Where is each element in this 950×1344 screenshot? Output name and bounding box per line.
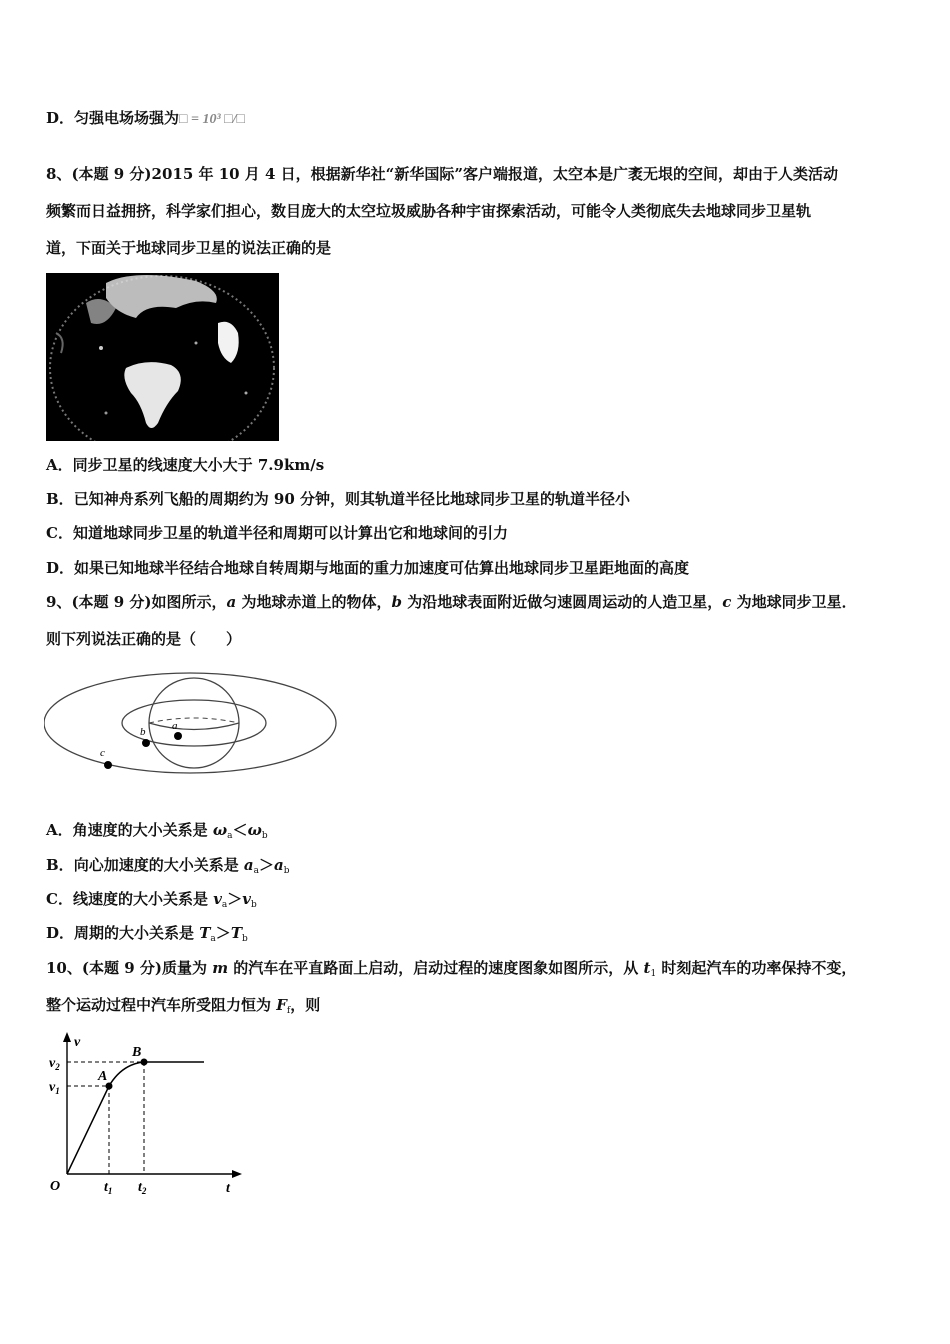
stem-text: 质量为 (161, 959, 213, 977)
option-text: 匀强电场场强为 (74, 109, 180, 127)
earth-sphere (149, 678, 239, 768)
point-a (174, 732, 182, 740)
option-label: D． (46, 924, 75, 942)
symbol: v (242, 890, 252, 908)
equator-front (149, 723, 239, 730)
q9-option-c (46, 889, 257, 915)
var-a: a (226, 593, 237, 611)
option-text: 周期的大小关系是 (74, 924, 200, 942)
stem-text: 为地球同步卫星． (731, 593, 857, 611)
q8-stem-line2: 频繁而日益拥挤，科学家们担心，数目庞大的太空垃圾威胁各种宇宙探索活动，可能令人类彻底失去地球同步卫星轨 (46, 202, 812, 220)
option-label: B． (46, 856, 74, 874)
stem-text: 2015 年 10 月 4 日，根据新华社“新华国际”客户端报道，太空本是广袤无垠的空间，却由于人类活动 (151, 165, 838, 183)
q10-stem-line1 (46, 958, 856, 984)
velocity-curve (67, 1062, 204, 1174)
stem-text: 时刻起汽车的功率保持不变， (656, 959, 857, 977)
question-number: 8、 (46, 165, 72, 183)
point-c (104, 761, 112, 769)
t-axis-label: t (226, 1181, 230, 1196)
option-label: C． (46, 890, 73, 908)
subscript: b (251, 900, 257, 910)
orbit-c-ellipse (44, 673, 336, 773)
relation: ＞ (227, 890, 243, 908)
t1-label: $t_1$ (104, 1180, 113, 1196)
relation: ＞ (259, 856, 275, 874)
question-score: (本题 9 分) (71, 593, 152, 611)
point-b (142, 739, 150, 747)
equator-back (149, 718, 239, 723)
option-label: C． (46, 524, 73, 542)
option-text: 已知神舟系列飞船的周期约为 90 分钟，则其轨道半径比地球同步卫星的轨道半径小 (73, 490, 631, 508)
option-label: D． (46, 559, 75, 577)
symbol: a (274, 856, 284, 874)
option-label: A． (46, 821, 73, 839)
option-text: 如果已知地球半径结合地球自转周期与地面的重力加速度可估算出地球同步卫星距地面的高度 (74, 559, 690, 577)
question-score: (本题 9 分) (71, 165, 152, 183)
t-axis-arrow (232, 1170, 242, 1178)
stem-text: 整个运动过程中汽车所受阻力恒为 (46, 996, 277, 1014)
symbol: T (230, 924, 242, 942)
q10-stem-line2 (46, 995, 320, 1021)
subscript: a (210, 934, 216, 944)
orbit-diagram (44, 668, 344, 800)
label-a: a (172, 720, 178, 732)
q8-option-d (46, 558, 689, 578)
q9-stem-line1 (46, 592, 857, 612)
point-A-label: A (98, 1069, 108, 1084)
subscript: b (283, 866, 290, 876)
q7-option-d (46, 108, 245, 130)
q8-option-a (46, 455, 324, 475)
v-axis-arrow (63, 1032, 71, 1042)
v1-label: $v_1$ (49, 1080, 60, 1096)
var-m: m (212, 959, 229, 977)
velocity-time-graph (44, 1030, 249, 1200)
option-text: 知道地球同步卫星的轨道半径和周期可以计算出它和地球间的引力 (72, 524, 508, 542)
var-b: b (391, 593, 402, 611)
symbol: v (213, 890, 222, 908)
q9-option-b (46, 855, 290, 881)
var-F: F (276, 996, 287, 1014)
q8-stem-line3: 道，下面关于地球同步卫星的说法正确的是 (46, 239, 332, 257)
question-score: (本题 9 分) (81, 959, 162, 977)
symbol: ω (212, 821, 228, 839)
question-number: 9、 (46, 593, 72, 611)
v2-label: $v_2$ (49, 1056, 60, 1072)
point-B-label: B (132, 1045, 142, 1060)
subscript: 1 (650, 969, 657, 979)
symbol: ω (247, 821, 262, 839)
relation: ＜ (232, 821, 248, 839)
option-text: 角速度的大小关系是 (72, 821, 213, 839)
stem-text: 如图所示， (151, 593, 227, 611)
subscript: b (241, 934, 248, 944)
symbol: T (199, 924, 211, 942)
subscript: f (286, 1006, 291, 1016)
earth-globe-graphic (46, 273, 279, 441)
subscript: a (221, 900, 228, 910)
option-label: B． (46, 490, 74, 508)
point-B (141, 1059, 148, 1066)
relation: ＞ (215, 924, 231, 942)
q8-option-b (46, 489, 630, 509)
var-c: c (722, 593, 732, 611)
question-number: 10、 (46, 959, 82, 977)
origin-label: O (50, 1179, 61, 1194)
label-b: b (140, 726, 146, 738)
subscript: a (227, 831, 233, 841)
q9-option-d (46, 923, 248, 949)
stem-text: 为沿地球表面附近做匀速圆周运动的人造卫星， (402, 593, 723, 611)
v-axis-label: v (74, 1035, 81, 1050)
stem-text: 的汽车在平直路面上启动，启动过程的速度图象如图所示，从 (228, 959, 644, 977)
stem-text: ，则 (290, 996, 321, 1014)
option-label: A． (46, 456, 73, 474)
earth-photo (46, 273, 279, 441)
symbol: a (243, 856, 254, 874)
formula-image: □ = 10³ □/□ (179, 112, 245, 127)
q9-stem-line2: 则下列说法正确的是（ ） (46, 630, 242, 648)
option-text: 同步卫星的线速度大小大于 7.9km/s (72, 456, 325, 474)
option-label: D． (46, 109, 75, 127)
option-text: 向心加速度的大小关系是 (73, 856, 244, 874)
t2-label: $t_2$ (138, 1180, 147, 1196)
orbit-b-ellipse (122, 700, 266, 746)
subscript: a (253, 866, 260, 876)
q9-option-a (46, 820, 268, 846)
var-t: t (643, 959, 651, 977)
option-text: 线速度的大小关系是 (72, 890, 214, 908)
subscript: b (261, 831, 268, 841)
label-c: c (100, 747, 105, 759)
stem-text: 为地球赤道上的物体， (236, 593, 392, 611)
q8-stem-line1 (46, 164, 838, 184)
q8-option-c (46, 523, 508, 543)
